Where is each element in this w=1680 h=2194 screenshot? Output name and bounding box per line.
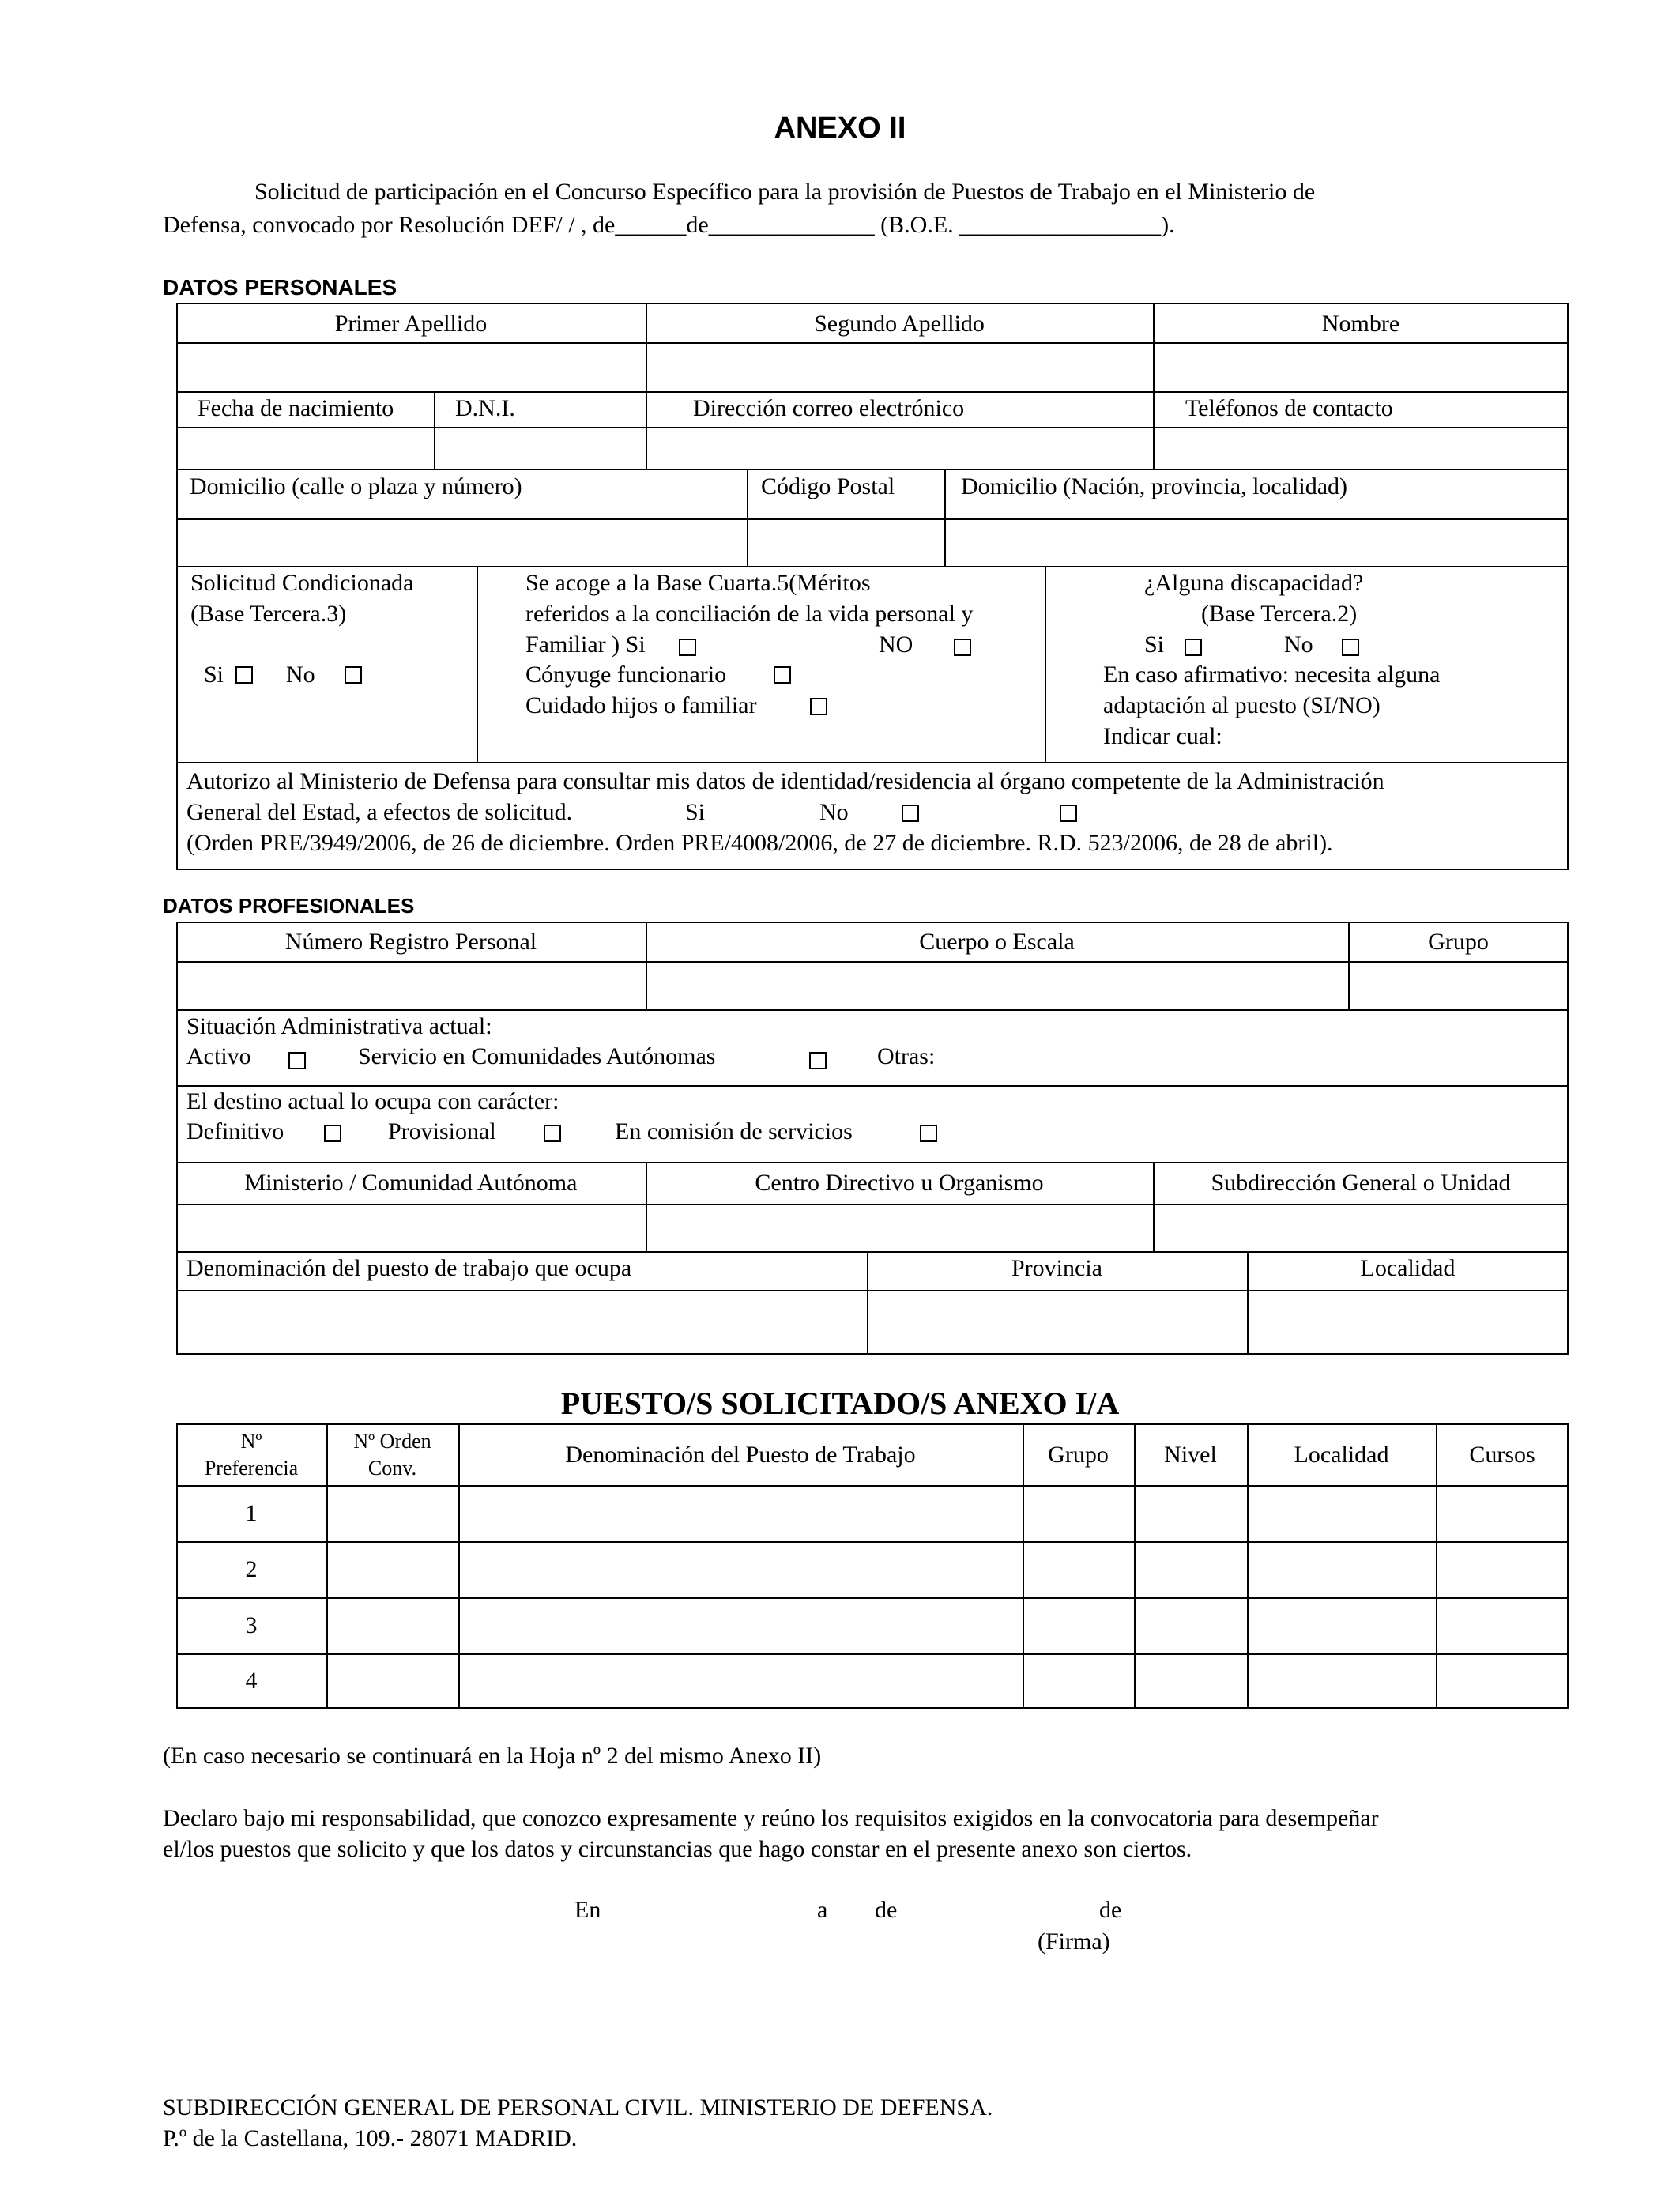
label-telefonos: Teléfonos de contacto xyxy=(1185,395,1393,421)
divider xyxy=(176,469,1569,470)
ministerio-field[interactable] xyxy=(178,1205,644,1250)
autorizo-si-label: Si xyxy=(685,799,706,825)
label-localidad: Localidad xyxy=(1360,1255,1456,1281)
label-nrp: Número Registro Personal xyxy=(284,929,537,955)
grupo-field[interactable] xyxy=(1350,963,1567,1008)
label-domicilio-calle: Domicilio (calle o plaza y número) xyxy=(190,473,522,499)
fecha-nacimiento-field[interactable] xyxy=(178,428,432,467)
discapacidad-question: ¿Alguna discapacidad? xyxy=(1144,570,1364,596)
domicilio-nacion-field[interactable] xyxy=(946,520,1567,564)
fecha-a-label: a xyxy=(817,1897,828,1923)
divider xyxy=(176,1541,1569,1543)
autorizo-no-label: No xyxy=(819,799,849,825)
base-cuarta-no-checkbox[interactable] xyxy=(954,639,971,656)
col-preferencia-header-2: Preferencia xyxy=(204,1457,299,1480)
autorizo-line-2: General del Estad, a efectos de solicitud. xyxy=(186,799,573,825)
divider xyxy=(176,762,1569,763)
base-cuarta-no-label: NO xyxy=(879,631,913,658)
conyuge-label: Cónyuge funcionario xyxy=(525,662,727,688)
cuerpo-field[interactable] xyxy=(647,963,1347,1008)
provisional-checkbox[interactable] xyxy=(544,1125,561,1142)
declaracion-line-2: el/los puestos que solicito y que los datos y circunstancias que hago constar en el presente anexo son ciertos. xyxy=(163,1836,1192,1862)
table-row-preferencia: 4 xyxy=(245,1668,258,1694)
centro-field[interactable] xyxy=(647,1205,1151,1250)
cuidado-checkbox[interactable] xyxy=(810,698,827,715)
col-nivel-header: Nivel xyxy=(1164,1442,1217,1468)
divider xyxy=(176,1251,1569,1253)
comision-checkbox[interactable] xyxy=(920,1125,937,1142)
label-cuerpo: Cuerpo o Escala xyxy=(919,929,1075,955)
label-grupo: Grupo xyxy=(1428,929,1489,955)
divider xyxy=(176,1485,1569,1487)
label-subdireccion: Subdirección General o Unidad xyxy=(1211,1170,1511,1196)
organismo-line: SUBDIRECCIÓN GENERAL DE PERSONAL CIVIL. MINISTERIO DE DEFENSA. xyxy=(163,2094,993,2120)
table-row-preferencia: 1 xyxy=(245,1500,258,1526)
discapacidad-no-label: No xyxy=(1284,631,1313,658)
base-cuarta-line-1: Se acoge a la Base Cuarta.5(Méritos xyxy=(525,570,871,596)
label-primer-apellido: Primer Apellido xyxy=(334,311,488,337)
autorizo-line-1: Autorizo al Ministerio de Defensa para consultar mis datos de identidad/residencia al órgano competente de la Administración xyxy=(186,768,1384,794)
nrp-field[interactable] xyxy=(178,963,644,1008)
label-correo: Dirección correo electrónico xyxy=(693,395,965,421)
domicilio-calle-field[interactable] xyxy=(178,520,745,564)
denominacion-field[interactable] xyxy=(178,1291,865,1353)
situacion-label: Situación Administrativa actual: xyxy=(186,1013,492,1039)
provisional-label: Provisional xyxy=(388,1118,496,1144)
localidad-field[interactable] xyxy=(1249,1291,1567,1353)
divider xyxy=(176,1085,1569,1087)
label-segundo-apellido: Segundo Apellido xyxy=(814,311,985,337)
label-denominacion: Denominación del puesto de trabajo que ocupa xyxy=(186,1255,632,1281)
fecha-de-label-2: de xyxy=(1099,1897,1122,1923)
divider xyxy=(176,566,1569,567)
direccion-line: P.º de la Castellana, 109.- 28071 MADRID. xyxy=(163,2125,578,2151)
servicio-ca-checkbox[interactable] xyxy=(809,1052,827,1069)
discapacidad-si-label: Si xyxy=(1144,631,1165,658)
autorizo-si-checkbox[interactable] xyxy=(902,805,919,822)
divider xyxy=(176,1597,1569,1599)
divider xyxy=(176,1653,1569,1655)
activo-checkbox[interactable] xyxy=(288,1052,306,1069)
intro-line-1: Solicitud de participación en el Concurso Específico para la provisión de Puestos de Trabajo en el Ministerio de xyxy=(254,179,1316,205)
segundo-apellido-field[interactable] xyxy=(647,344,1151,390)
otras-label: Otras: xyxy=(877,1043,936,1069)
divider xyxy=(1045,566,1046,762)
destino-label: El destino actual lo ocupa con carácter: xyxy=(186,1088,559,1114)
base-cuarta-si-label: Familiar ) Si xyxy=(525,631,646,658)
col-denominacion-header: Denominación del Puesto de Trabajo xyxy=(565,1442,916,1468)
firma-label: (Firma) xyxy=(1038,1928,1110,1955)
discapacidad-afirmativo: En caso afirmativo: necesita alguna xyxy=(1103,662,1441,688)
activo-label: Activo xyxy=(186,1043,251,1069)
codigo-postal-field[interactable] xyxy=(748,520,943,564)
condicionada-si-label: Si xyxy=(204,662,224,688)
definitivo-label: Definitivo xyxy=(186,1118,284,1144)
primer-apellido-field[interactable] xyxy=(178,344,644,390)
fecha-de-label-1: de xyxy=(875,1897,898,1923)
autorizo-legal-reference: (Orden PRE/3949/2006, de 26 de diciembre. Orden PRE/4008/2006, de 27 de diciembre. R.D. 523/2006, de 28 de abril). xyxy=(186,830,1333,856)
provincia-field[interactable] xyxy=(868,1291,1245,1353)
nombre-field[interactable] xyxy=(1155,344,1567,390)
condicionada-no-label: No xyxy=(286,662,315,688)
divider xyxy=(176,391,1569,393)
conyuge-checkbox[interactable] xyxy=(774,666,791,684)
condicionada-si-checkbox[interactable] xyxy=(235,666,253,684)
divider xyxy=(176,1162,1569,1163)
discapacidad-base: (Base Tercera.2) xyxy=(1201,601,1358,627)
base-cuarta-si-checkbox[interactable] xyxy=(679,639,696,656)
condicionada-no-checkbox[interactable] xyxy=(345,666,362,684)
servicio-ca-label: Servicio en Comunidades Autónomas xyxy=(358,1043,716,1069)
subdireccion-field[interactable] xyxy=(1155,1205,1567,1250)
declaracion-line-1: Declaro bajo mi responsabilidad, que conozco expresamente y reúno los requisitos exigidos en la convocatoria para desempeñar xyxy=(163,1805,1379,1831)
label-centro: Centro Directivo u Organismo xyxy=(755,1170,1044,1196)
table-row-preferencia: 3 xyxy=(245,1612,258,1638)
dni-field[interactable] xyxy=(435,428,644,467)
section-heading-profesional: DATOS PROFESIONALES xyxy=(163,894,415,918)
table-row-preferencia: 2 xyxy=(245,1556,258,1582)
label-provincia: Provincia xyxy=(1011,1255,1102,1281)
cuidado-label: Cuidado hijos o familiar xyxy=(525,692,757,718)
col-orden-header-1: Nº Orden xyxy=(353,1430,431,1453)
col-preferencia-header-1: Nº xyxy=(240,1430,262,1453)
base-cuarta-line-2: referidos a la conciliación de la vida personal y xyxy=(525,601,974,627)
label-nombre: Nombre xyxy=(1321,311,1400,337)
intro-line-2: Defensa, convocado por Resolución DEF/ / , de______de______________ (B.O.E. _________________). xyxy=(163,212,1175,238)
section-heading-personal: DATOS PERSONALES xyxy=(163,275,397,300)
puestos-heading: PUESTO/S SOLICITADO/S ANEXO I/A xyxy=(560,1385,1120,1421)
col-orden-header-2: Conv. xyxy=(367,1457,417,1480)
discapacidad-no-checkbox[interactable] xyxy=(1342,639,1359,656)
telefonos-field[interactable] xyxy=(1155,428,1567,467)
label-dni: D.N.I. xyxy=(455,395,515,421)
condicionada-title: Solicitud Condicionada xyxy=(190,570,414,596)
label-fecha-nacimiento: Fecha de nacimiento xyxy=(198,395,394,421)
correo-field[interactable] xyxy=(647,428,1151,467)
label-ministerio: Ministerio / Comunidad Autónoma xyxy=(244,1170,578,1196)
discapacidad-si-checkbox[interactable] xyxy=(1185,639,1202,656)
discapacidad-indicar: Indicar cual: xyxy=(1103,723,1222,749)
page-title: ANEXO II xyxy=(774,111,906,145)
label-domicilio-nacion: Domicilio (Nación, provincia, localidad) xyxy=(961,473,1348,499)
col-grupo-header: Grupo xyxy=(1048,1442,1109,1468)
discapacidad-adaptacion: adaptación al puesto (SI/NO) xyxy=(1103,692,1381,718)
comision-label: En comisión de servicios xyxy=(615,1118,853,1144)
divider xyxy=(176,1009,1569,1011)
col-cursos-header: Cursos xyxy=(1469,1442,1535,1468)
label-codigo-postal: Código Postal xyxy=(761,473,895,499)
continua-note: (En caso necesario se continuará en la Hoja nº 2 del mismo Anexo II) xyxy=(163,1743,822,1769)
autorizo-no-checkbox[interactable] xyxy=(1060,805,1077,822)
divider xyxy=(477,566,478,762)
definitivo-checkbox[interactable] xyxy=(324,1125,341,1142)
col-localidad-header: Localidad xyxy=(1294,1442,1389,1468)
condicionada-base: (Base Tercera.3) xyxy=(190,601,347,627)
lugar-en-label: En xyxy=(574,1897,601,1923)
